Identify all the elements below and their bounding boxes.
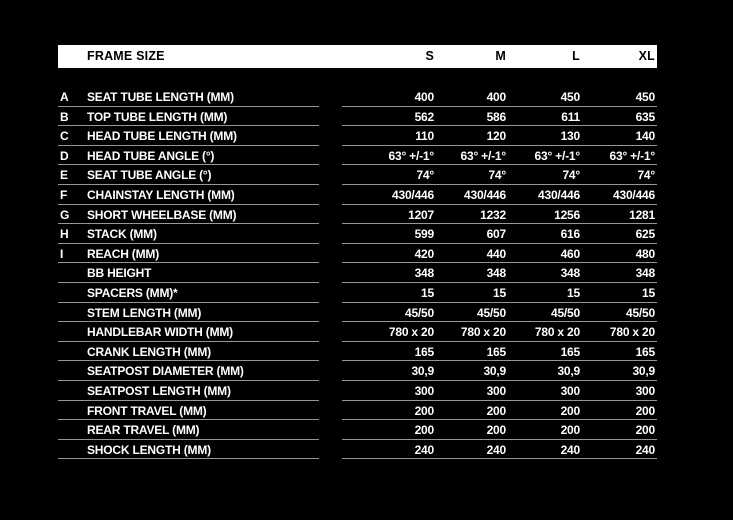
row-value-l: 74° bbox=[562, 168, 580, 183]
row-value-xl: 240 bbox=[635, 442, 655, 457]
row-value-l: 348 bbox=[560, 266, 580, 281]
row-value-m: 430/446 bbox=[464, 188, 506, 203]
table-row bbox=[58, 303, 657, 323]
row-value-l: 240 bbox=[560, 442, 580, 457]
row-value-m: 120 bbox=[486, 129, 506, 144]
row-value-xl: 63° +/-1° bbox=[609, 148, 655, 163]
row-label: SHOCK LENGTH (MM) bbox=[87, 442, 211, 457]
row-letter: A bbox=[60, 90, 69, 105]
row-value-s: 780 x 20 bbox=[388, 325, 434, 340]
table-body bbox=[58, 87, 657, 459]
column-header-xl: XL bbox=[638, 49, 655, 63]
frame-size-header-label: FRAME SIZE bbox=[87, 49, 165, 63]
row-value-s: 300 bbox=[414, 384, 434, 398]
row-letter: B bbox=[60, 109, 69, 124]
row-value-s: 63° +/-1° bbox=[388, 148, 434, 163]
row-value-l: 200 bbox=[560, 403, 580, 418]
table-row bbox=[58, 381, 657, 401]
row-value-s: 30,9 bbox=[411, 364, 434, 379]
row-value-xl: 450 bbox=[635, 90, 655, 105]
column-header-l: L bbox=[572, 49, 580, 63]
row-value-m: 1232 bbox=[480, 207, 506, 222]
table-row bbox=[58, 401, 657, 421]
row-value-l: 1256 bbox=[554, 207, 580, 222]
row-label: REAR TRAVEL (MM) bbox=[87, 423, 200, 438]
row-value-l: 611 bbox=[561, 109, 580, 124]
row-value-xl: 348 bbox=[635, 266, 655, 281]
row-label: STACK (MM) bbox=[87, 227, 157, 242]
row-value-m: 348 bbox=[486, 266, 506, 281]
row-value-xl: 15 bbox=[642, 286, 655, 301]
row-value-m: 780 x 20 bbox=[460, 325, 506, 340]
row-underline-right bbox=[342, 458, 657, 459]
column-header-s: S bbox=[425, 49, 434, 63]
table-row bbox=[58, 107, 657, 127]
row-value-l: 460 bbox=[560, 246, 580, 261]
row-value-s: 200 bbox=[414, 403, 434, 418]
row-value-m: 300 bbox=[486, 384, 506, 398]
table-row bbox=[58, 283, 657, 303]
row-value-m: 607 bbox=[486, 227, 506, 242]
row-letter: E bbox=[60, 168, 68, 183]
row-value-m: 200 bbox=[486, 403, 506, 418]
row-value-m: 586 bbox=[486, 109, 506, 124]
row-value-s: 45/50 bbox=[404, 305, 434, 320]
row-label: HANDLEBAR WIDTH (MM) bbox=[87, 325, 233, 340]
table-row bbox=[58, 224, 657, 244]
row-value-s: 430/446 bbox=[392, 188, 434, 203]
row-label: SHORT WHEELBASE (MM) bbox=[87, 207, 237, 222]
row-value-xl: 45/50 bbox=[625, 305, 655, 320]
row-value-l: 200 bbox=[560, 423, 580, 438]
row-value-xl: 625 bbox=[635, 227, 655, 242]
row-label: CRANK LENGTH (MM) bbox=[87, 344, 211, 359]
table-row bbox=[58, 361, 657, 381]
row-value-xl: 430/446 bbox=[613, 188, 655, 203]
row-label: SEAT TUBE LENGTH (MM) bbox=[87, 90, 234, 105]
row-value-s: 348 bbox=[414, 266, 434, 281]
row-value-s: 562 bbox=[414, 109, 434, 124]
row-label: SPACERS (MM)* bbox=[87, 286, 178, 301]
row-value-xl: 780 x 20 bbox=[609, 325, 655, 340]
row-label: SEATPOST LENGTH (MM) bbox=[87, 384, 231, 398]
row-value-l: 130 bbox=[560, 129, 580, 144]
row-value-l: 450 bbox=[560, 90, 580, 105]
row-value-m: 30,9 bbox=[483, 364, 506, 379]
table-row bbox=[58, 342, 657, 362]
table-row bbox=[58, 263, 657, 283]
row-label: REACH (MM) bbox=[87, 246, 159, 261]
table-row bbox=[58, 126, 657, 146]
row-letter: H bbox=[60, 227, 69, 242]
row-value-l: 300 bbox=[560, 384, 580, 398]
row-value-xl: 200 bbox=[635, 423, 655, 438]
row-value-m: 165 bbox=[486, 344, 506, 359]
row-value-xl: 74° bbox=[637, 168, 655, 183]
row-value-xl: 140 bbox=[635, 129, 655, 144]
row-letter: C bbox=[60, 129, 69, 144]
row-value-s: 74° bbox=[416, 168, 434, 183]
table-row bbox=[58, 87, 657, 107]
row-value-s: 1207 bbox=[408, 207, 434, 222]
table-row bbox=[58, 185, 657, 205]
row-letter: F bbox=[60, 188, 68, 203]
row-value-l: 430/446 bbox=[538, 188, 580, 203]
row-value-m: 240 bbox=[486, 442, 506, 457]
row-letter: I bbox=[60, 246, 64, 261]
row-label: SEAT TUBE ANGLE (°) bbox=[87, 168, 212, 183]
row-value-m: 74° bbox=[488, 168, 506, 183]
row-value-xl: 300 bbox=[635, 384, 655, 398]
row-value-l: 30,9 bbox=[557, 364, 580, 379]
table-row bbox=[58, 205, 657, 225]
row-value-s: 15 bbox=[421, 286, 434, 301]
row-value-s: 110 bbox=[415, 129, 434, 144]
table-row bbox=[58, 146, 657, 166]
table-row bbox=[58, 322, 657, 342]
row-value-l: 616 bbox=[560, 227, 580, 242]
row-label: CHAINSTAY LENGTH (MM) bbox=[87, 188, 235, 203]
row-value-l: 165 bbox=[560, 344, 580, 359]
row-value-s: 165 bbox=[414, 344, 434, 359]
row-letter: G bbox=[60, 207, 70, 222]
row-value-m: 45/50 bbox=[476, 305, 506, 320]
row-value-m: 15 bbox=[493, 286, 506, 301]
row-value-m: 200 bbox=[486, 423, 506, 438]
row-value-s: 200 bbox=[414, 423, 434, 438]
row-value-xl: 30,9 bbox=[632, 364, 655, 379]
row-value-s: 599 bbox=[414, 227, 434, 242]
table-row bbox=[58, 440, 657, 460]
column-header-m: M bbox=[495, 49, 506, 63]
row-value-l: 63° +/-1° bbox=[534, 148, 580, 163]
row-value-s: 400 bbox=[414, 90, 434, 105]
row-value-m: 400 bbox=[486, 90, 506, 105]
row-label: TOP TUBE LENGTH (MM) bbox=[87, 109, 228, 124]
row-value-xl: 635 bbox=[635, 109, 655, 124]
table-row bbox=[58, 165, 657, 185]
row-underline-left bbox=[58, 458, 319, 459]
row-value-xl: 200 bbox=[635, 403, 655, 418]
row-label: HEAD TUBE ANGLE (°) bbox=[87, 148, 215, 163]
row-label: HEAD TUBE LENGTH (MM) bbox=[87, 129, 237, 144]
row-label: SEATPOST DIAMETER (MM) bbox=[87, 364, 244, 379]
row-value-m: 63° +/-1° bbox=[460, 148, 506, 163]
row-value-xl: 480 bbox=[635, 246, 655, 261]
row-letter: D bbox=[60, 148, 69, 163]
row-value-s: 420 bbox=[414, 246, 434, 261]
row-label: FRONT TRAVEL (MM) bbox=[87, 403, 207, 418]
row-value-m: 440 bbox=[486, 246, 506, 261]
row-value-l: 780 x 20 bbox=[534, 325, 580, 340]
table-header-bar bbox=[58, 45, 657, 68]
row-label: STEM LENGTH (MM) bbox=[87, 305, 202, 320]
row-value-xl: 1281 bbox=[629, 207, 655, 222]
row-value-l: 15 bbox=[567, 286, 580, 301]
row-value-l: 45/50 bbox=[550, 305, 580, 320]
row-value-s: 240 bbox=[414, 442, 434, 457]
row-value-xl: 165 bbox=[635, 344, 655, 359]
table-row bbox=[58, 420, 657, 440]
table-row bbox=[58, 244, 657, 264]
row-label: BB HEIGHT bbox=[87, 266, 152, 281]
